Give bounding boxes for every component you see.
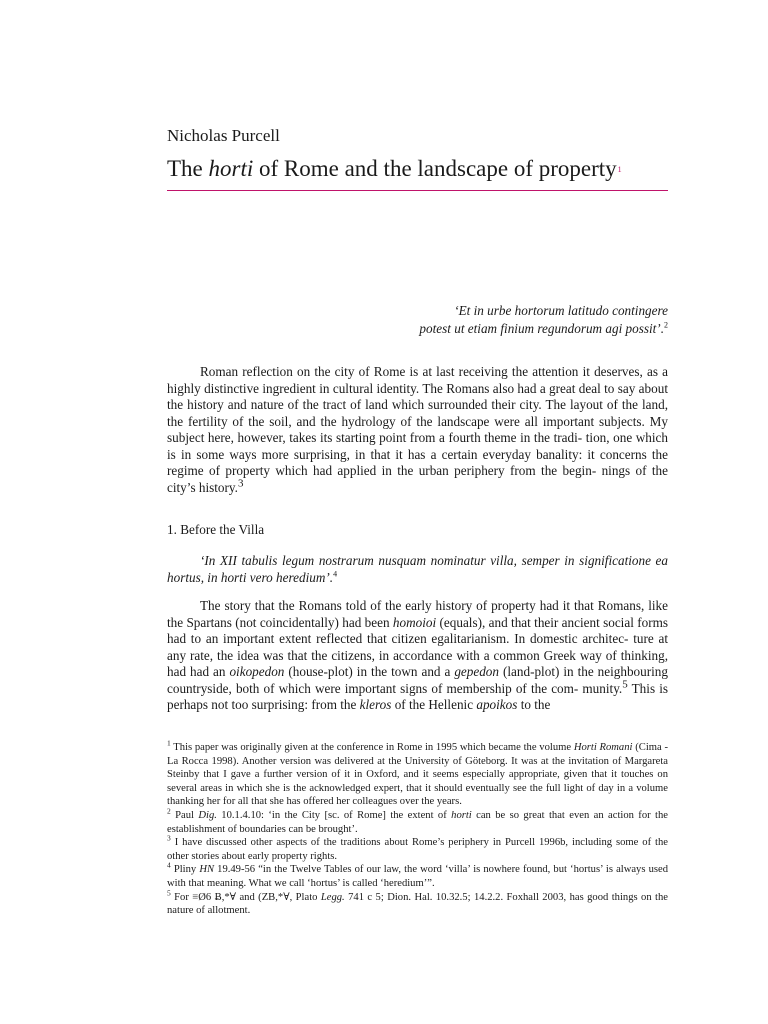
paragraph-2-text-a: The story that the Romans told of the early history of property had it that Romans, like the Spartans (not coincidentally) had been (167, 598, 668, 630)
footnote-text: I have discussed other aspects of the traditions about Rome’s periphery in Purcell 1996b, including some of the other stories about early property rights. (167, 837, 668, 862)
footnote-2 (167, 806, 668, 836)
article-title (167, 156, 622, 182)
footnote-text: can be so great that even an action for the establishment of boundaries can be brought’. (167, 809, 668, 835)
paragraph-2-text-b: (equals), and that their ancient social forms had to an important extent reflected that citizen egalitarianism. In domestic architec- ture at any rate, the idea was that the citizens, in accordance with a common Greek way of thinking, had had an (167, 614, 668, 679)
term-gepedon: gepedon (454, 664, 499, 679)
footnote-ref-5[interactable]: 5 (622, 678, 628, 691)
footnote-italic: Horti Romani (573, 742, 633, 753)
author-name: Nicholas Purcell (167, 126, 280, 145)
paragraph-2-text-d: (land-plot) in the neighbouring countryside, both of which were important signs of membership of the com- munity. (167, 664, 668, 696)
footnote-number: 4 (167, 860, 171, 870)
footnote-ref-2[interactable]: 2 (664, 320, 668, 330)
footnote-ref-1[interactable]: 1 (617, 165, 622, 174)
title-suffix: of Rome and the landscape of property (253, 156, 617, 181)
paragraph-2 (167, 598, 668, 714)
footnote-italic: Legg. (320, 891, 345, 903)
footnote-1 (167, 738, 668, 809)
footnote-text: This paper was originally given at the conference in Rome in 1995 which became the volume (170, 742, 574, 753)
footnote-italic: horti (451, 809, 472, 821)
epigraph-line-2 (167, 320, 668, 338)
title-rule (167, 190, 668, 191)
footnotes (167, 738, 668, 918)
paragraph-2-text-g: to the (517, 697, 551, 712)
footnote-number: 2 (167, 806, 171, 816)
section-quote-text: ‘In XII tabulis legum nostrarum nusquam nominatur villa, semper in significatione ea hortus, in horti vero heredium’. (167, 553, 668, 585)
footnote-number: 3 (167, 833, 171, 843)
paragraph-2-text-f: of the Hellenic (391, 697, 477, 712)
footnote-ref-4[interactable]: 4 (333, 569, 338, 579)
footnote-4 (167, 860, 668, 890)
footnote-text: 10.1.4.10: ‘in the City [sc. of Rome] the extent of (216, 809, 452, 821)
term-homoioi: homoioi (392, 614, 437, 630)
footnote-number: 5 (167, 888, 171, 897)
paragraph-2-text-e: This is perhaps not too surprising: from the (167, 680, 668, 712)
title-prefix: The (167, 156, 209, 181)
footnote-italic: Dig. (198, 809, 217, 821)
epigraph-line-2-text: potest ut etiam finium regundorum agi possit’. (419, 321, 664, 336)
paragraph-1 (167, 364, 668, 496)
term-oikopedon: oikopedon (229, 664, 285, 679)
epigraph (167, 302, 668, 338)
footnote-text: Pliny (170, 864, 200, 876)
section-quote (167, 553, 668, 586)
footnote-number: 1 (167, 738, 171, 748)
section-heading: 1. Before the Villa (167, 522, 265, 537)
footnote-text: For ≡Ø6 Ƀ,*∀ and (ZB,*∀, Plato (170, 891, 321, 903)
footnote-text: Paul (170, 809, 199, 821)
footnote-ref-3[interactable]: 3 (237, 477, 244, 490)
title-italic-word: horti (208, 156, 254, 181)
footnote-3 (167, 833, 668, 863)
footnote-text: 741 c 5; Dion. Hal. 10.32.5; 14.2.2. Foxhall 2003, has good things on the nature of allotment. (167, 891, 668, 917)
term-kleros: kleros (359, 697, 392, 712)
footnote-italic: HN (199, 864, 215, 876)
term-apoikos: apoikos (476, 697, 518, 712)
paragraph-2-text-c: (house-plot) in the town and a (284, 664, 455, 679)
paragraph-1-text: Roman reflection on the city of Rome is at last receiving the attention it deserves, as a highly distinctive ingredient in cultural identity. The Romans also had a great deal to say about the history and nature of the tract of land which surrounded their city. The layout of the land, the fertility of the soil, and the hydrology of the landscape were all important subjects. My subject here, however, takes its starting point from a fourth theme in the tradi- tion, one which is in some ways more surprising, in that it has a certain everyday banality: it concerns the regime of property which had applied in the urban periphery from the begin- nings of the city’s history. (167, 364, 668, 495)
footnote-text: 19.49-56 “in the Twelve Tables of our law, the word ‘villa’ is nowhere found, but ‘hortus’ is always used with that meaning. What we call ‘hortus’ is called ‘heredium’”. (167, 864, 668, 889)
footnote-5 (167, 888, 668, 918)
epigraph-line-1: ‘Et in urbe hortorum latitudo contingere (454, 303, 668, 318)
footnote-text: (Cima - La Rocca 1998). Another version was delivered at the University of Göteborg. It was at the invitation of Margareta Steinby that I gave a further version of it in Oxford, and it seems especially appropriate, given that it touches on several areas in which she is the acknowledged expert, that it should eventually see the full light of day in a volume thanking her for all that she has offered her colleagues over the years. (167, 742, 668, 808)
